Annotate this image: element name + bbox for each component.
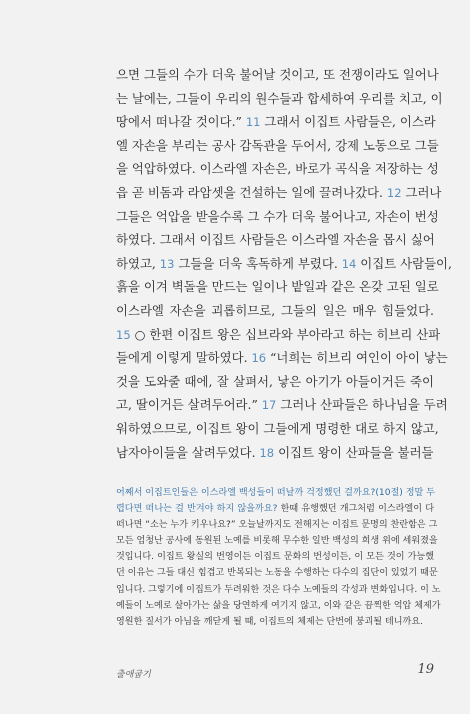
verse-number: 15 — [116, 327, 131, 342]
text-line — [116, 275, 439, 299]
text-segment: 던 이유는 그들 대신 힘겹고 반복되는 노동을 수행하는 다수의 집단이 있었기 때문 — [116, 568, 438, 579]
commentary-line — [116, 533, 438, 549]
text-line — [116, 134, 439, 158]
text-segment: 하였고, — [116, 255, 160, 271]
text-segment: 땅에서 떠나갈 것이다.” — [116, 114, 246, 130]
text-line — [116, 346, 448, 370]
text-segment: 모든 엄청난 공사에 동원된 노예를 비롯해 무수한 일반 백성의 희생 위에 세워졌을 — [116, 536, 438, 547]
verse-number: 16 — [251, 351, 267, 366]
commentary-line — [116, 549, 434, 565]
commentary-line — [116, 614, 434, 630]
commentary-box — [116, 485, 441, 630]
verse-number: 11 — [245, 115, 261, 130]
text-segment: “너희는 히브리 여인이 아이 낳는 — [266, 350, 448, 366]
commentary-line — [116, 517, 438, 533]
text-segment: 하였다. 그래서 이집트 사람들은 이스라엘 자손을 몹시 싫어 — [116, 232, 435, 248]
text-line — [116, 252, 452, 276]
text-segment: 이집트 왕이 산파들을 불러들 — [274, 444, 434, 460]
text-line — [116, 441, 434, 465]
text-segment: 고, 딸이거든 살려두어라.” — [116, 397, 262, 413]
scripture-text — [116, 63, 452, 464]
text-segment: 입니다. 그렇기에 이집트가 두려워한 것은 다수 노예들의 각성과 변화입니다. 이 노 — [116, 584, 441, 595]
text-segment: 는 날에는, 그들이 우리의 원수들과 합세하여 우리를 치고, 이 — [116, 90, 443, 106]
text-line — [116, 417, 439, 441]
text-segment: 읍 곧 비돔과 라암셋을 건설하는 일에 끌려나갔다. — [116, 184, 387, 200]
text-segment: 떠나면 “소는 누가 키우나요?” 오늘날까지도 전해지는 이집트 문명의 찬란함은 그 — [116, 520, 438, 531]
text-segment: 영원한 질서가 아님을 깨닫게 될 때, 이집트의 체제는 단번에 붕괴될 테니까요. — [116, 616, 424, 627]
text-segment: 흙을 이겨 벽돌을 만드는 일이나 밭일과 같은 온갖 고된 일로 — [116, 279, 439, 295]
text-segment: 그래서 이집트 사람들은, 이스라 — [260, 114, 436, 130]
verse-number: 12 — [386, 185, 402, 200]
verse-number: 13 — [159, 256, 175, 271]
commentary-line — [116, 501, 434, 517]
text-segment: 이집트 사람들이, — [356, 255, 452, 271]
text-segment: 것입니다. 이집트 왕실의 번영이든 이집트 문화의 번성이든, 이 모든 것이 가능했 — [116, 552, 434, 563]
text-line — [116, 228, 434, 252]
commentary-line — [116, 582, 441, 598]
text-segment: 워하였으므로, 이집트 왕이 그들에게 명령한 대로 하지 않고, — [116, 420, 439, 436]
verse-number: 17 — [261, 398, 277, 413]
page-number: 19 — [417, 662, 434, 677]
text-segment: 그러나 — [401, 184, 442, 200]
text-line — [116, 299, 434, 323]
text-segment: 예들이 노예로 살아가는 삶을 당연하게 여기지 않고, 이와 같은 끔찍한 억압 체제가 — [116, 600, 441, 611]
text-segment: 이스라엘 자손을 괴롭히므로, 그들의 일은 매우 힘들었다. — [116, 302, 434, 318]
text-segment: ○ 한편 이집트 왕은 십브라와 부아라고 하는 히브리 산파 — [130, 326, 441, 342]
text-line — [116, 205, 439, 229]
text-line — [116, 87, 443, 111]
text-line — [116, 110, 434, 134]
text-segment: 그러나 산파들은 하나님을 두려 — [276, 397, 448, 413]
text-segment: 그들을 더욱 혹독하게 부렸다. — [174, 255, 342, 271]
text-line — [116, 370, 434, 394]
text-line — [116, 181, 442, 205]
text-segment: 을 억압하였다. 이스라엘 자손은, 바로가 곡식을 저장하는 성 — [116, 161, 439, 177]
footer-book-title: 출애굽기 — [116, 670, 151, 680]
text-segment: 것을 도와줄 때에, 잘 살펴서, 낳은 아기가 아들이거든 죽이 — [116, 373, 434, 389]
text-line — [116, 157, 439, 181]
commentary-line — [116, 565, 438, 581]
verse-number: 14 — [341, 256, 357, 271]
verse-number: 18 — [259, 445, 275, 460]
text-segment: 엘 자손을 부리는 공사 감독관을 두어서, 강제 노동으로 그들 — [116, 137, 439, 153]
text-segment: 으면 그들의 수가 더욱 불어날 것이고, 또 전쟁이라도 일어나 — [116, 67, 439, 82]
text-line — [116, 393, 448, 417]
text-segment: 한때 유행했던 개그처럼 이스라엘이 다 — [277, 504, 434, 515]
text-segment: 남자아이들을 살려두었다. — [116, 444, 260, 460]
text-line — [116, 63, 439, 87]
text-line — [116, 323, 441, 347]
text-segment: 들에게 이렇게 말하였다. — [116, 350, 252, 366]
commentary-line — [116, 485, 434, 501]
commentary-line — [116, 598, 441, 614]
question-text: 어째서 이집트인들은 이스라엘 백성들이 떠날까 걱정했던 걸까요?(10절) 정말 두 — [116, 488, 435, 498]
question-text: 렵다면 떠나는 걸 반겨야 하지 않을까요? — [116, 504, 278, 515]
text-segment: 그들은 억압을 받을수록 그 수가 더욱 불어나고, 자손이 번성 — [116, 208, 439, 224]
